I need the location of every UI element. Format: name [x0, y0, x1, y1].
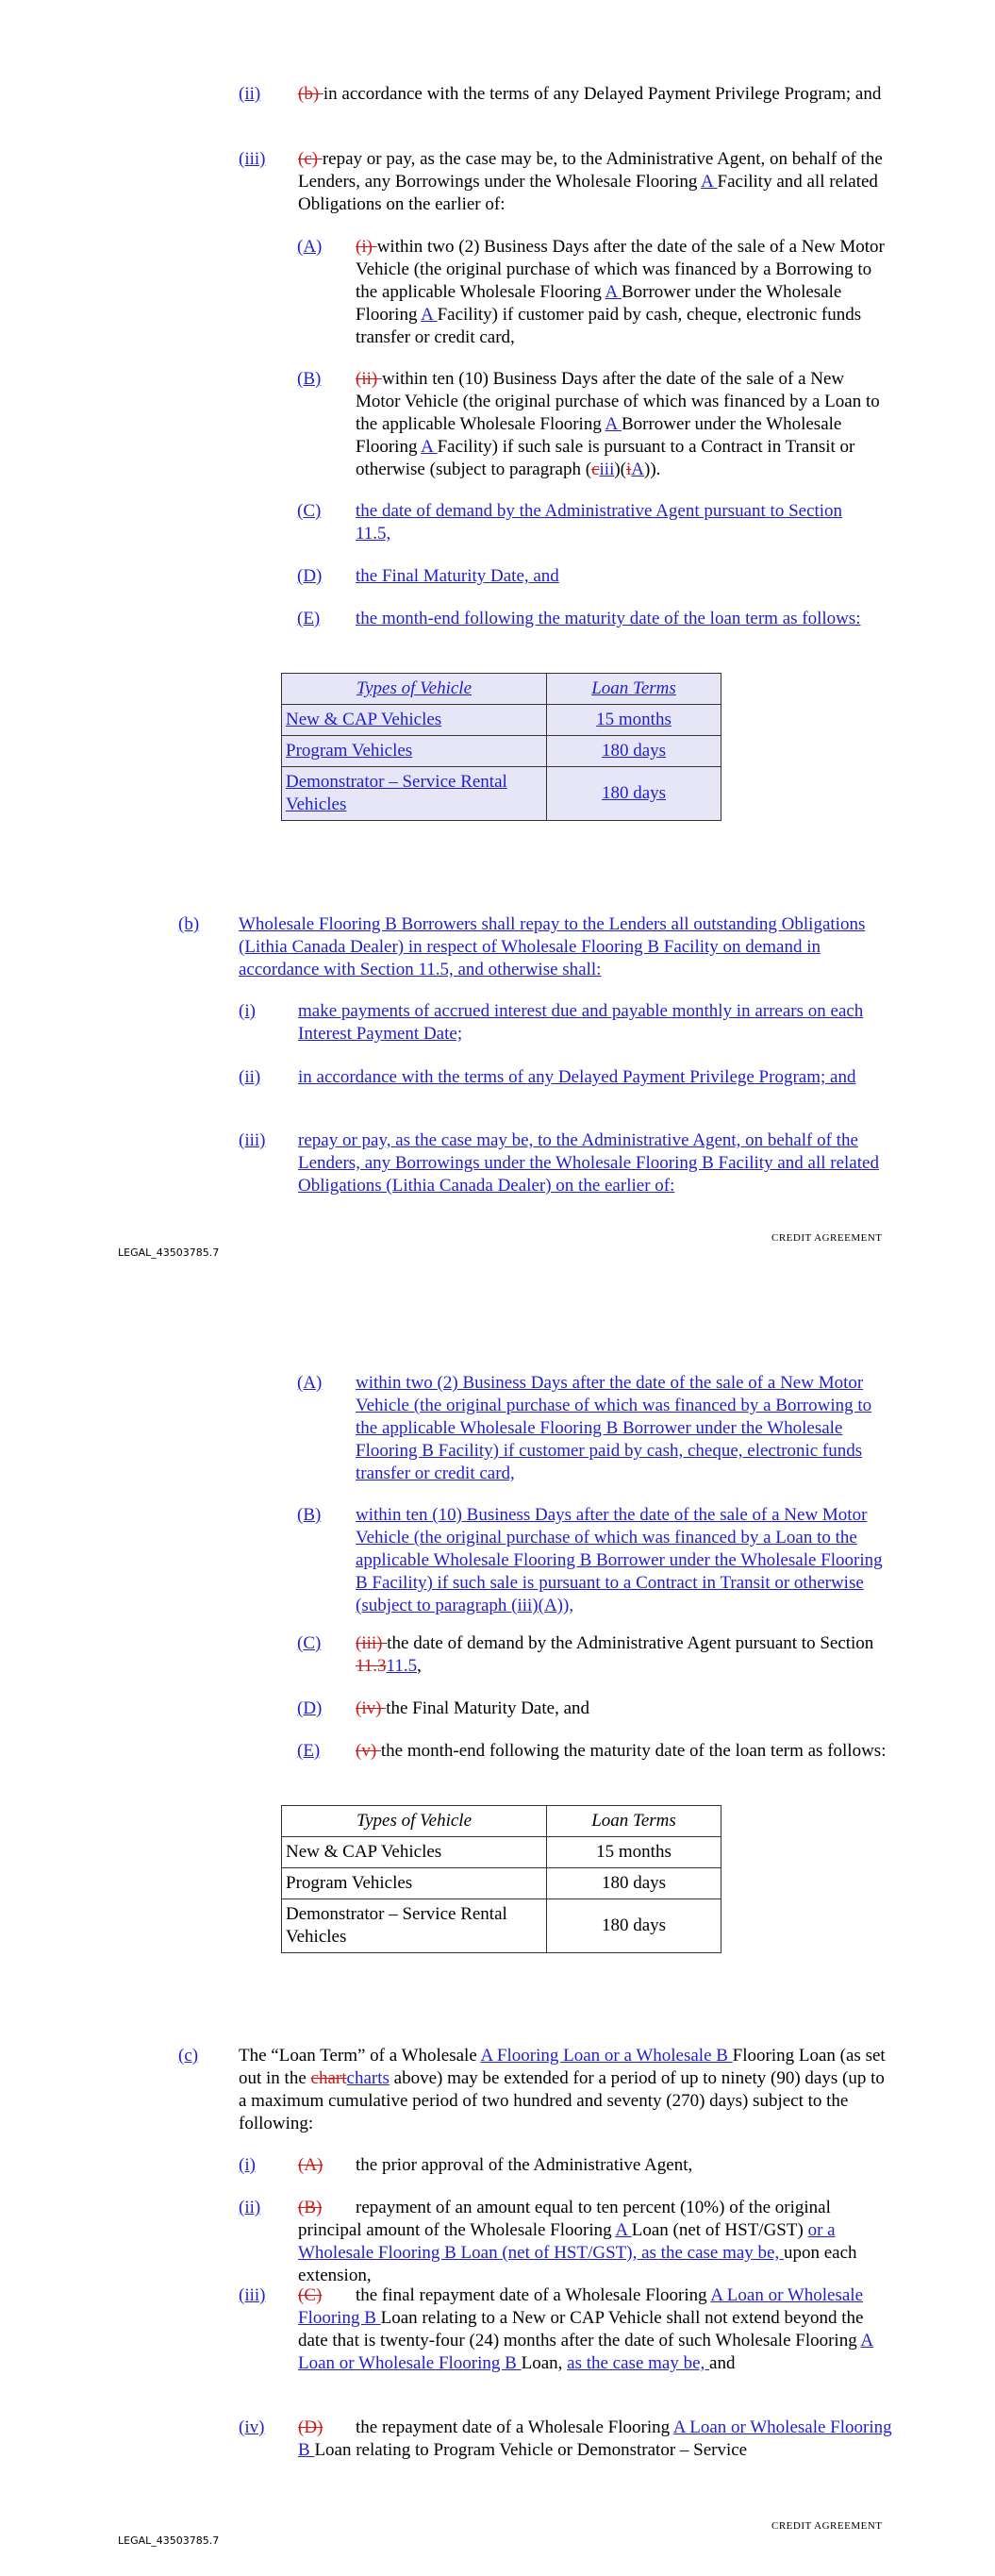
table-header: Loan Terms	[547, 1806, 721, 1837]
table-row	[282, 736, 721, 767]
deleted-text: (v)	[356, 1741, 381, 1761]
para-number: (A)	[297, 237, 323, 257]
para-number: (E)	[297, 609, 321, 628]
deleted-text: (B)	[298, 2198, 323, 2217]
table-header: Loan Terms	[547, 674, 721, 705]
para-number: (b)	[178, 914, 200, 934]
deleted-text: (C)	[298, 2285, 323, 2305]
para-number: (iv)	[239, 2417, 265, 2437]
paragraph-c-iv	[298, 2417, 892, 2462]
paragraph-b-A: within two (2) Business Days after the date of the sale of a New Motor Vehicle (the original purchase of which was financed by a Borrowing to the applicable Wholesale Flooring B Borrower under the Wholesale Flooring B Facility) if customer paid by cash, cheque, electronic funds transfer or credit card,	[356, 1373, 872, 1483]
paragraph-text: the date of demand by the Administrative Agent pursuant to Section	[387, 1633, 874, 1653]
para-number: (B)	[297, 1505, 322, 1525]
paragraph-text: upon each extension,	[298, 2243, 857, 2285]
paragraph-b-C	[356, 1632, 888, 1678]
paragraph-text: and	[709, 2353, 736, 2373]
table-cell: Demonstrator – Service Rental Vehicles	[282, 1899, 547, 1953]
paragraph-text: )(	[614, 460, 627, 479]
table-cell: 15 months	[547, 705, 721, 736]
inserted-text: iii	[599, 460, 615, 479]
para-number: (E)	[297, 1741, 321, 1761]
deleted-text: (iii)	[356, 1633, 388, 1653]
para-number: (A)	[297, 1373, 323, 1393]
table-row	[282, 1837, 721, 1868]
paragraph-a-C: the date of demand by the Administrative Agent pursuant to Section 11.5,	[356, 501, 843, 544]
deleted-text: (i)	[356, 237, 377, 257]
para-number: (D)	[297, 1698, 323, 1718]
inserted-text: A	[605, 414, 622, 434]
paragraph-text: Facility) if customer paid by cash, cheque, electronic funds transfer or credit card,	[356, 305, 862, 347]
inserted-text: A	[631, 460, 645, 479]
paragraph-c	[239, 2045, 889, 2135]
inserted-text: A Loan or Wholesale Flooring B	[298, 2417, 892, 2460]
paragraph-b-E	[356, 1740, 888, 1763]
paragraph-text: )).	[644, 460, 661, 479]
table-cell: Demonstrator – Service Rental Vehicles	[282, 767, 547, 821]
paragraph-text: in accordance with the terms of any Delayed Payment Privilege Program; and	[323, 84, 882, 104]
inserted-text: A Loan or Wholesale Flooring B	[298, 2285, 864, 2328]
paragraph-text: the month-end following the maturity date of the loan term as follows:	[380, 1741, 887, 1761]
loan-terms-table-a	[281, 673, 721, 821]
paragraph-b-D	[356, 1698, 888, 1720]
para-number: (i)	[239, 2155, 256, 2175]
paragraph-text: Loan,	[521, 2353, 568, 2373]
deleted-text: 11.3	[356, 1656, 387, 1676]
table-cell: 15 months	[547, 1837, 721, 1868]
para-number: (i)	[239, 1001, 256, 1021]
deleted-text: (b)	[298, 84, 323, 104]
table-header-row	[282, 1806, 721, 1837]
deleted-text: chart	[310, 2068, 347, 2088]
table-header: Types of Vehicle	[282, 674, 547, 705]
paragraph-text: The “Loan Term” of a Wholesale	[239, 2046, 481, 2066]
paragraph-c-ii	[298, 2197, 892, 2287]
paragraph-text: repay or pay, as the case may be, to the Administrative Agent, on behalf of the Lenders, any Borrowings under the Wholesale Flooring	[298, 149, 883, 192]
inserted-text: A	[605, 282, 622, 302]
inserted-text: A Loan or Wholesale Flooring B	[298, 2331, 874, 2373]
table-header: Types of Vehicle	[282, 1806, 547, 1837]
para-number: (iii)	[239, 2285, 266, 2305]
paragraph-text: ,	[417, 1656, 422, 1676]
paragraph-text: Facility) if such sale is pursuant to a Contract in Transit or otherwise (subject to paragraph (	[356, 437, 855, 479]
table-cell: 180 days	[547, 767, 721, 821]
table-cell: New & CAP Vehicles	[282, 1837, 547, 1868]
paragraph-text: Loan (net of HST/GST)	[631, 2220, 808, 2240]
table-cell: Program Vehicles	[282, 1868, 547, 1899]
inserted-text: as the case may be,	[567, 2353, 710, 2373]
deleted-text: (c)	[298, 149, 323, 169]
para-number: (ii)	[239, 2198, 261, 2217]
deleted-text: (iv)	[356, 1698, 387, 1718]
paragraph-text: Borrower under the Wholesale Flooring	[356, 414, 842, 457]
paragraph-text: Flooring Loan (as set out in the	[239, 2046, 886, 2088]
table-row	[282, 1868, 721, 1899]
para-number: (B)	[297, 369, 322, 389]
table-cell: 180 days	[547, 1868, 721, 1899]
paragraph-b-ii: in accordance with the terms of any Delayed Payment Privilege Program; and	[298, 1067, 856, 1087]
table-row	[282, 767, 721, 821]
paragraph-text: the repayment date of a Wholesale Flooring	[356, 2417, 673, 2437]
paragraph-text: repayment of an amount equal to ten percent (10%) of the original principal amount of the Wholesale Flooring	[298, 2198, 831, 2240]
paragraph-b-iii: repay or pay, as the case may be, to the Administrative Agent, on behalf of the Lenders, any Borrowings under the Wholesale Flooring B Facility and all related Obligations (Lithia Canada Dealer) on the earlier of:	[298, 1130, 879, 1196]
para-number: (D)	[297, 566, 323, 586]
footer-label: CREDIT AGREEMENT	[771, 1232, 883, 1244]
paragraph-a-E: the month-end following the maturity date of the loan term as follows:	[356, 609, 861, 628]
deleted-text: (A)	[298, 2155, 323, 2175]
para-number: (ii)	[239, 1067, 261, 1087]
deleted-text: (D)	[298, 2417, 323, 2437]
deleted-text: i	[626, 460, 632, 479]
table-cell: New & CAP Vehicles	[282, 705, 547, 736]
inserted-text: A	[615, 2220, 632, 2240]
paragraph-text: within ten (10) Business Days after the date of the sale of a New Motor Vehicle (the original purchase of which was financed by a Loan to the applicable Wholesale Flooring	[356, 369, 880, 434]
table-cell: Program Vehicles	[282, 736, 547, 767]
paragraph-text: within two (2) Business Days after the date of the sale of a New Motor Vehicle (the original purchase of which was financed by a Borrowing to the applicable Wholesale Flooring	[356, 237, 885, 302]
table-row	[282, 1899, 721, 1953]
para-number: (C)	[297, 501, 322, 521]
paragraph-text: Borrower under the Wholesale Flooring	[356, 282, 842, 325]
table-cell: 180 days	[547, 1899, 721, 1953]
para-number: (iii)	[239, 1130, 266, 1150]
para-number: (c)	[178, 2046, 199, 2066]
paragraph-b-i: make payments of accrued interest due and payable monthly in arrears on each Interest Payment Date;	[298, 1001, 864, 1044]
paragraph-b: Wholesale Flooring B Borrowers shall repay to the Lenders all outstanding Obligations (Lithia Canada Dealer) in respect of Wholesale Flooring B Facility on demand in accordance with Section 11.5, and otherwise shall:	[239, 914, 866, 979]
paragraph-text: Facility and all related Obligations on the earlier of:	[298, 172, 878, 214]
paragraph-a-A	[356, 236, 888, 349]
paragraph-a-iii	[298, 148, 892, 216]
paragraph-text: Loan relating to a New or CAP Vehicle shall not extend beyond the date that is twenty-four (24) months after the date of such Wholesale Flooring	[298, 2308, 864, 2350]
table-row	[282, 705, 721, 736]
inserted-text: 11.5	[386, 1656, 418, 1676]
para-number: (iii)	[239, 149, 266, 169]
inserted-text: A	[421, 437, 438, 457]
inserted-text: A Flooring Loan or a Wholesale B	[480, 2046, 733, 2066]
inserted-text: A	[421, 305, 438, 325]
paragraph-text: Loan relating to Program Vehicle or Demonstrator – Service	[314, 2440, 748, 2460]
paragraph-b-B: within ten (10) Business Days after the date of the sale of a New Motor Vehicle (the original purchase of which was financed by a Loan to the applicable Wholesale Flooring B Borrower under the Wholesale Flooring B Facility) if such sale is pursuant to a Contract in Transit or otherwise (subject to paragraph (iii)(A)),	[356, 1505, 883, 1615]
paragraph-text: the final repayment date of a Wholesale Flooring	[356, 2285, 711, 2305]
footer-doc-id: LEGAL_43503785.7	[118, 1246, 220, 1259]
para-number: (C)	[297, 1633, 322, 1653]
para-number: (ii)	[239, 84, 261, 104]
page-2	[0, 1288, 995, 2576]
paragraph-a-D: the Final Maturity Date, and	[356, 566, 559, 586]
paragraph-a-B	[356, 368, 888, 481]
inserted-text: charts	[346, 2068, 390, 2088]
deleted-text: (ii)	[356, 369, 382, 389]
inserted-text: or a Wholesale Flooring B Loan (net of HST/GST), as the case may be,	[298, 2220, 836, 2263]
paragraph-c-i: the prior approval of the Administrative Agent,	[356, 2155, 693, 2175]
paragraph-text: above) may be extended for a period of up to ninety (90) days (up to a maximum cumulative period of two hundred and seventy (270) days) subject to the following:	[239, 2068, 885, 2133]
paragraph-c-iii	[298, 2284, 892, 2375]
paragraph-text: the Final Maturity Date, and	[386, 1698, 589, 1718]
paragraph-a-ii	[298, 83, 883, 106]
loan-terms-table-b	[281, 1805, 721, 1953]
deleted-text: c	[591, 460, 600, 479]
footer-label: CREDIT AGREEMENT	[771, 2520, 883, 2532]
inserted-text: A	[701, 172, 718, 192]
footer-doc-id: LEGAL_43503785.7	[118, 2534, 220, 2547]
table-cell: 180 days	[547, 736, 721, 767]
table-header-row	[282, 674, 721, 705]
